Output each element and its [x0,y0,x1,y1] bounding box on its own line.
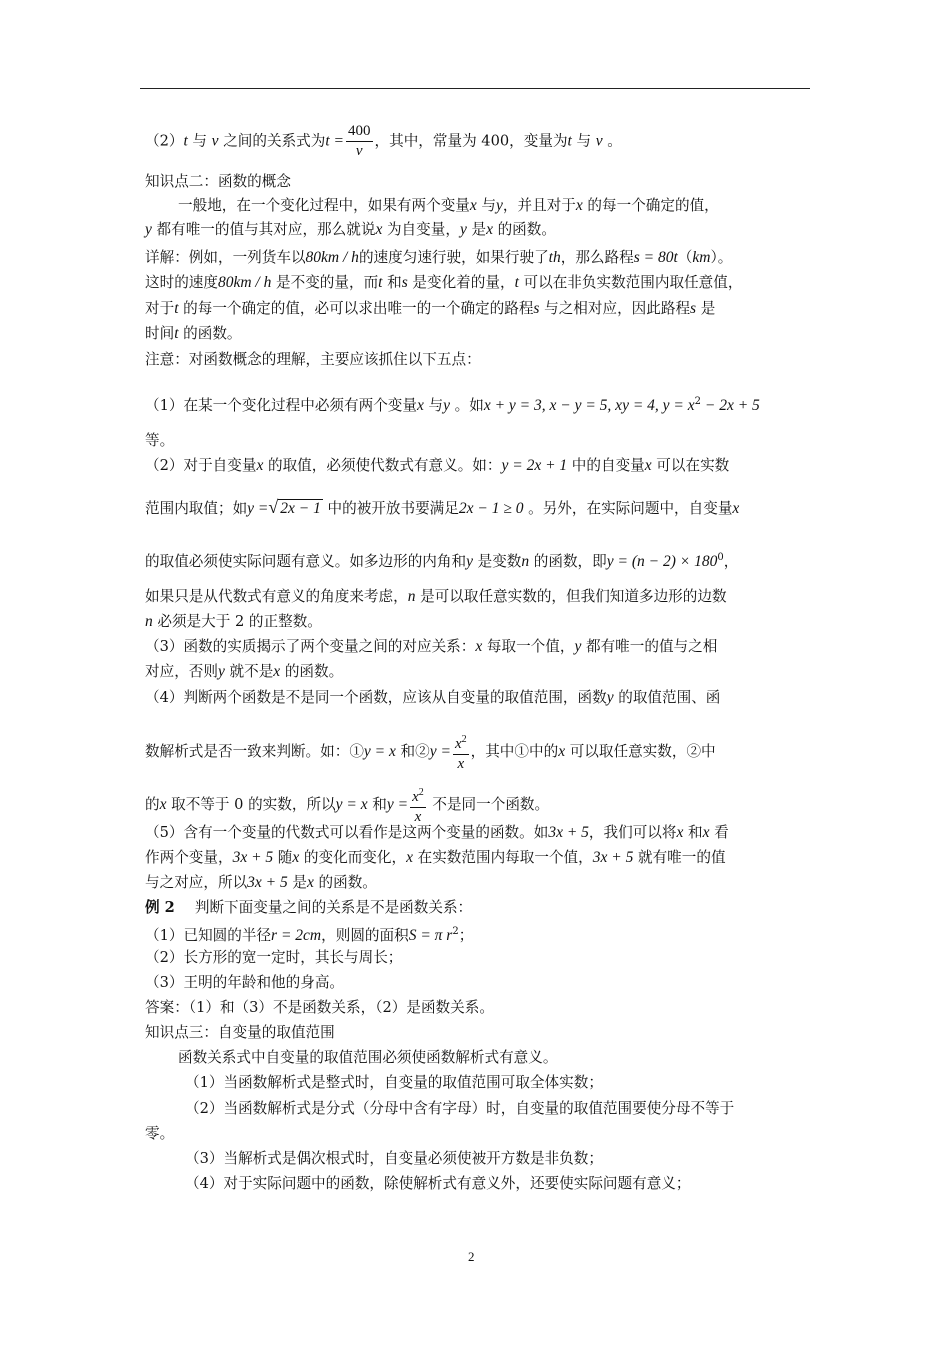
text-line: （2）t 与 v 之间的关系式为t = $\frac{400}{v}$ ，其中，常量为 400，变量为t 与 v 。 [145,123,622,159]
fraction: $\frac{x^2}{x}$ [410,783,426,827]
text-line: 如果只是从代数式有意义的角度来考虑，n 是可以取任意实数的，但我们知道多边形的边数 [145,588,727,605]
text-line: （1）已知圆的半径r = 2cm，则圆的面积S = π $r^2$； [145,926,474,944]
section-heading: 知识点二：函数的概念 [145,173,291,190]
text-line: （2）长方形的宽一定时，其长与周长； [145,949,403,966]
page-number: 2 [468,1249,475,1264]
text-line: （3）函数的实质揭示了两个变量之间的对应关系：x 每取一个值，y 都有唯一的值与之相 [145,638,718,655]
text-line: 时间t 的函数。 [145,325,242,342]
example-heading: 例 2 判断下面变量之间的关系是不是函数关系： [145,899,473,916]
text-line: 零。 [145,1125,175,1142]
text-line: （2）对于自变量x 的取值，必须使代数式有意义。如：y = 2x + 1 中的自变量x 可以在实数 [145,457,730,474]
text-line: （5）含有一个变量的代数式可以看作是这两个变量的函数。如3x + 5，我们可以将x 和x 看 [145,824,729,841]
text-line: n 必须是大于 2 的正整数。 [145,613,322,630]
square-root: √ 2x − 1 [268,497,321,517]
text-line: 作两个变量，3x + 5 随x 的变化而变化，x 在实数范围内每取一个值，3x + 5 就有唯一的值 [145,849,726,866]
text-line: （1）当函数解析式是整式时，自变量的取值范围可取全体实数； [185,1074,603,1091]
text-line: 一般地，在一个变化过程中，如果有两个变量x 与y，并且对于x 的每一个确定的值， [178,197,719,214]
text-line: y 都有唯一的值与其对应，那么就说x 为自变量，y 是x 的函数。 [145,221,556,238]
header-rule [140,88,810,89]
text-line: 对于t 的每一个确定的值，必可以求出唯一的一个确定的路程s 与之相对应，因此路程s 是 [145,300,716,317]
text-line: 函数关系式中自变量的取值范围必须使函数解析式有意义。 [178,1049,558,1066]
text-line: 注意：对函数概念的理解，主要应该抓住以下五点： [145,351,481,368]
text-line: 这时的速度80km / h 是不变的量，而t 和s 是变化着的量，t 可以在非负实数范围内取任意值， [145,274,743,291]
text-line: 详解：例如，一列货车以80km / h的速度匀速行驶，如果行驶了th，那么路程s = 80t（km）。 [145,249,733,266]
text-line: （2）当函数解析式是分式（分母中含有字母）时，自变量的取值范围要使分母不等于 [185,1100,735,1117]
text-line: 的取值必须使实际问题有意义。如多边形的内角和y 是变数n 的函数，即$y = (n - 2) \times 180^0$， [145,552,739,570]
text-line: （3）王明的年龄和他的身高。 [145,974,345,991]
fraction: $\frac{x^2}{x}$ [453,730,469,774]
text-line: 与之对应，所以3x + 5 是x 的函数。 [145,874,377,891]
answer-line: 答案：（1）和（3）不是函数关系，（2）是函数关系。 [145,999,494,1016]
text-line: 对应，否则y 就不是x 的函数。 [145,663,344,680]
text-line: 等。 [145,432,175,449]
text-line: 范围内取值；如y =√ 2x − 1 中的被开放书要满足2x − 1 ≥ 0 。另外，在实际问题中，自变量x [145,497,740,517]
text-line: （4）对于实际问题中的函数，除使解析式有意义外，还要使实际问题有意义； [185,1175,691,1192]
section-heading: 知识点三：自变量的取值范围 [145,1024,335,1041]
text-line: 的x 取不等于 0 的实数，所以y = x 和y = $\frac{x^2}{x}$ 不是同一个函数。 [145,783,549,827]
text-line: 数解析式是否一致来判断。如：①y = x 和②y = $\frac{x^2}{x}$ ，其中①中的x 可以取任意实数，②中 [145,730,716,774]
text-line: （4）判断两个函数是不是同一个函数，应该从自变量的取值范围，函数y 的取值范围、函 [145,689,721,706]
text-line: （3）当解析式是偶次根式时，自变量必须使被开方数是非负数； [185,1150,603,1167]
fraction: $\frac{400}{v}$ [348,123,371,159]
text-line: （1）在某一个变化过程中必须有两个变量x 与y 。如x + y = 3, x − y = 5, xy = 4, $y = x^2 - 2x + 5$ [145,396,760,414]
